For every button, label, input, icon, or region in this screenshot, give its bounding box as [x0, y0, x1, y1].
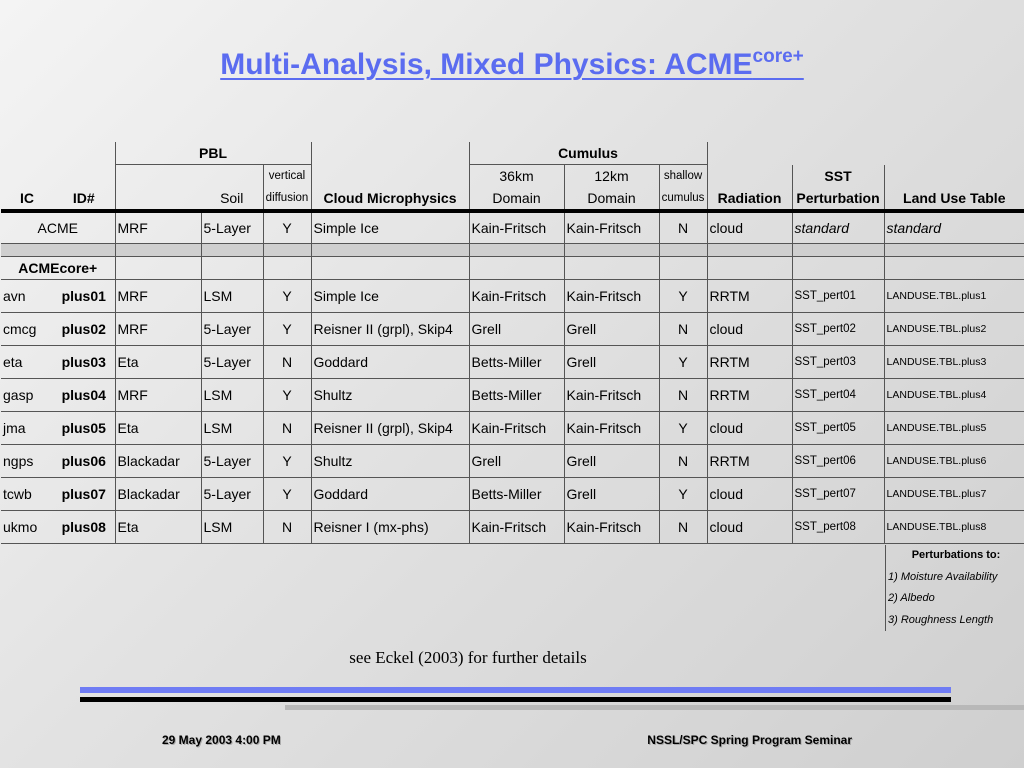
member-shallow-cumulus: N	[659, 313, 707, 346]
member-land-use: LANDUSE.TBL.plus3	[884, 346, 1024, 379]
header-36km: 36km	[469, 165, 564, 188]
member-sst-perturbation: SST_pert06	[792, 445, 884, 478]
member-land-use: LANDUSE.TBL.plus4	[884, 379, 1024, 412]
header-cumulus: Cumulus	[469, 142, 707, 165]
member-microphysics: Reisner II (grpl), Skip4	[311, 313, 469, 346]
header-12km-domain: Domain	[564, 187, 659, 211]
member-id: plus08	[53, 511, 115, 544]
table-row	[1, 445, 1024, 478]
member-cumulus-36km: Kain-Fritsch	[469, 511, 564, 544]
member-shallow-cumulus: N	[659, 379, 707, 412]
acme-cumulus-36km: Kain-Fritsch	[469, 211, 564, 244]
member-sst-perturbation: SST_pert05	[792, 412, 884, 445]
header-radiation: Radiation	[707, 187, 792, 211]
member-land-use: LANDUSE.TBL.plus5	[884, 412, 1024, 445]
member-vertical-diffusion: Y	[263, 313, 311, 346]
table-row	[1, 412, 1024, 445]
notes-item: 2) Albedo	[888, 592, 935, 604]
title-superscript: core+	[752, 46, 804, 67]
member-microphysics: Shultz	[311, 445, 469, 478]
acme-pbl: MRF	[115, 211, 201, 244]
member-ic: avn	[1, 280, 53, 313]
ensemble-table	[1, 142, 1024, 544]
member-ic: jma	[1, 412, 53, 445]
divider-black	[80, 697, 951, 702]
notes-item: 1) Moisture Availability	[888, 570, 998, 583]
member-ic: gasp	[1, 379, 53, 412]
member-sst-perturbation: SST_pert04	[792, 379, 884, 412]
member-radiation: cloud	[707, 412, 792, 445]
member-soil: 5-Layer	[201, 478, 263, 511]
acme-microphysics: Simple Ice	[311, 211, 469, 244]
table-row	[1, 313, 1024, 346]
member-cumulus-12km: Kain-Fritsch	[564, 412, 659, 445]
member-shallow-cumulus: N	[659, 511, 707, 544]
member-sst-perturbation: SST_pert08	[792, 511, 884, 544]
member-cumulus-12km: Grell	[564, 313, 659, 346]
member-microphysics: Shultz	[311, 379, 469, 412]
acme-sst: standard	[792, 211, 884, 244]
member-id: plus04	[53, 379, 115, 412]
acmecore-label-row	[1, 257, 1024, 280]
member-microphysics: Reisner II (grpl), Skip4	[311, 412, 469, 445]
header-land-use-table: Land Use Table	[884, 187, 1024, 211]
member-shallow-cumulus: Y	[659, 280, 707, 313]
member-cumulus-12km: Grell	[564, 346, 659, 379]
divider-blue	[80, 687, 951, 693]
acme-shallow-cumulus: N	[659, 211, 707, 244]
member-pbl: MRF	[115, 313, 201, 346]
acme-vertical-diffusion: Y	[263, 211, 311, 244]
member-id: plus06	[53, 445, 115, 478]
member-pbl: MRF	[115, 280, 201, 313]
member-cumulus-36km: Grell	[469, 313, 564, 346]
member-pbl: Blackadar	[115, 445, 201, 478]
header-12km: 12km	[564, 165, 659, 188]
member-vertical-diffusion: Y	[263, 280, 311, 313]
member-land-use: LANDUSE.TBL.plus1	[884, 280, 1024, 313]
member-id: plus02	[53, 313, 115, 346]
member-cumulus-12km: Kain-Fritsch	[564, 280, 659, 313]
member-land-use: LANDUSE.TBL.plus6	[884, 445, 1024, 478]
member-shallow-cumulus: Y	[659, 412, 707, 445]
header-vertical: vertical	[263, 165, 311, 188]
footnote: see Eckel (2003) for further details	[349, 648, 587, 667]
perturbation-notes	[885, 545, 1024, 631]
member-cumulus-12km: Kain-Fritsch	[564, 379, 659, 412]
member-cumulus-12km: Kain-Fritsch	[564, 511, 659, 544]
member-pbl: Eta	[115, 412, 201, 445]
slide-title	[0, 46, 1024, 82]
member-soil: 5-Layer	[201, 346, 263, 379]
header-pbl: PBL	[115, 142, 311, 165]
member-cumulus-36km: Grell	[469, 445, 564, 478]
member-vertical-diffusion: N	[263, 346, 311, 379]
footer-seminar: NSSL/SPC Spring Program Seminar	[647, 733, 852, 747]
member-sst-perturbation: SST_pert03	[792, 346, 884, 379]
member-pbl: Eta	[115, 346, 201, 379]
header-shallow: shallow	[659, 165, 707, 188]
member-radiation: RRTM	[707, 379, 792, 412]
member-id: plus07	[53, 478, 115, 511]
footer-date: 29 May 2003 4:00 PM	[162, 733, 281, 747]
member-land-use: LANDUSE.TBL.plus7	[884, 478, 1024, 511]
acme-row	[1, 211, 1024, 244]
member-ic: ukmo	[1, 511, 53, 544]
member-sst-perturbation: SST_pert01	[792, 280, 884, 313]
member-cumulus-36km: Betts-Miller	[469, 379, 564, 412]
title-main: Multi-Analysis, Mixed Physics: ACME	[220, 48, 753, 81]
member-cumulus-12km: Grell	[564, 478, 659, 511]
table-row	[1, 478, 1024, 511]
acme-land-use: standard	[884, 211, 1024, 244]
member-radiation: cloud	[707, 511, 792, 544]
member-radiation: RRTM	[707, 346, 792, 379]
member-sst-perturbation: SST_pert07	[792, 478, 884, 511]
acme-soil: 5-Layer	[201, 211, 263, 244]
header-id: ID#	[53, 187, 115, 211]
member-cumulus-36km: Kain-Fritsch	[469, 280, 564, 313]
table-row	[1, 511, 1024, 544]
member-ic: ngps	[1, 445, 53, 478]
member-cumulus-36km: Kain-Fritsch	[469, 412, 564, 445]
divider-gray	[285, 705, 1024, 710]
table-row	[1, 280, 1024, 313]
member-radiation: cloud	[707, 313, 792, 346]
member-pbl: Blackadar	[115, 478, 201, 511]
header-soil: Soil	[201, 187, 263, 211]
acme-cumulus-12km: Kain-Fritsch	[564, 211, 659, 244]
header-row-2	[1, 165, 1024, 188]
member-cumulus-36km: Betts-Miller	[469, 478, 564, 511]
member-land-use: LANDUSE.TBL.plus2	[884, 313, 1024, 346]
member-microphysics: Goddard	[311, 346, 469, 379]
member-vertical-diffusion: N	[263, 511, 311, 544]
member-vertical-diffusion: N	[263, 412, 311, 445]
member-land-use: LANDUSE.TBL.plus8	[884, 511, 1024, 544]
member-shallow-cumulus: N	[659, 445, 707, 478]
member-id: plus03	[53, 346, 115, 379]
member-radiation: RRTM	[707, 280, 792, 313]
member-sst-perturbation: SST_pert02	[792, 313, 884, 346]
member-id: plus01	[53, 280, 115, 313]
member-soil: LSM	[201, 412, 263, 445]
separator-row	[1, 244, 1024, 257]
member-pbl: Eta	[115, 511, 201, 544]
member-vertical-diffusion: Y	[263, 445, 311, 478]
notes-item: 3) Roughness Length	[888, 613, 994, 626]
member-soil: 5-Layer	[201, 313, 263, 346]
member-ic: cmcg	[1, 313, 53, 346]
member-cumulus-12km: Grell	[564, 445, 659, 478]
table-row	[1, 346, 1024, 379]
member-shallow-cumulus: Y	[659, 478, 707, 511]
notes-title: Perturbations to:	[911, 549, 1001, 561]
member-soil: LSM	[201, 280, 263, 313]
acme-radiation: cloud	[707, 211, 792, 244]
header-ic: IC	[1, 187, 53, 211]
header-row-3	[1, 187, 1024, 211]
member-radiation: cloud	[707, 478, 792, 511]
table-row	[1, 379, 1024, 412]
header-sst: SST	[792, 165, 884, 188]
header-perturbation: Perturbation	[792, 187, 884, 211]
member-vertical-diffusion: Y	[263, 478, 311, 511]
acme-label: ACME	[1, 211, 115, 244]
header-diffusion: diffusion	[263, 187, 311, 211]
member-vertical-diffusion: Y	[263, 379, 311, 412]
member-shallow-cumulus: Y	[659, 346, 707, 379]
member-ic: eta	[1, 346, 53, 379]
acmecore-label: ACMEcore+	[1, 257, 115, 280]
member-radiation: RRTM	[707, 445, 792, 478]
member-soil: LSM	[201, 511, 263, 544]
member-cumulus-36km: Betts-Miller	[469, 346, 564, 379]
header-row-1	[1, 142, 1024, 165]
member-microphysics: Goddard	[311, 478, 469, 511]
member-pbl: MRF	[115, 379, 201, 412]
header-cloud-microphysics: Cloud Microphysics	[311, 187, 469, 211]
member-ic: tcwb	[1, 478, 53, 511]
member-id: plus05	[53, 412, 115, 445]
member-microphysics: Simple Ice	[311, 280, 469, 313]
member-soil: LSM	[201, 379, 263, 412]
header-36km-domain: Domain	[469, 187, 564, 211]
header-shallow-cumulus: cumulus	[659, 187, 707, 211]
member-microphysics: Reisner I (mx-phs)	[311, 511, 469, 544]
member-soil: 5-Layer	[201, 445, 263, 478]
